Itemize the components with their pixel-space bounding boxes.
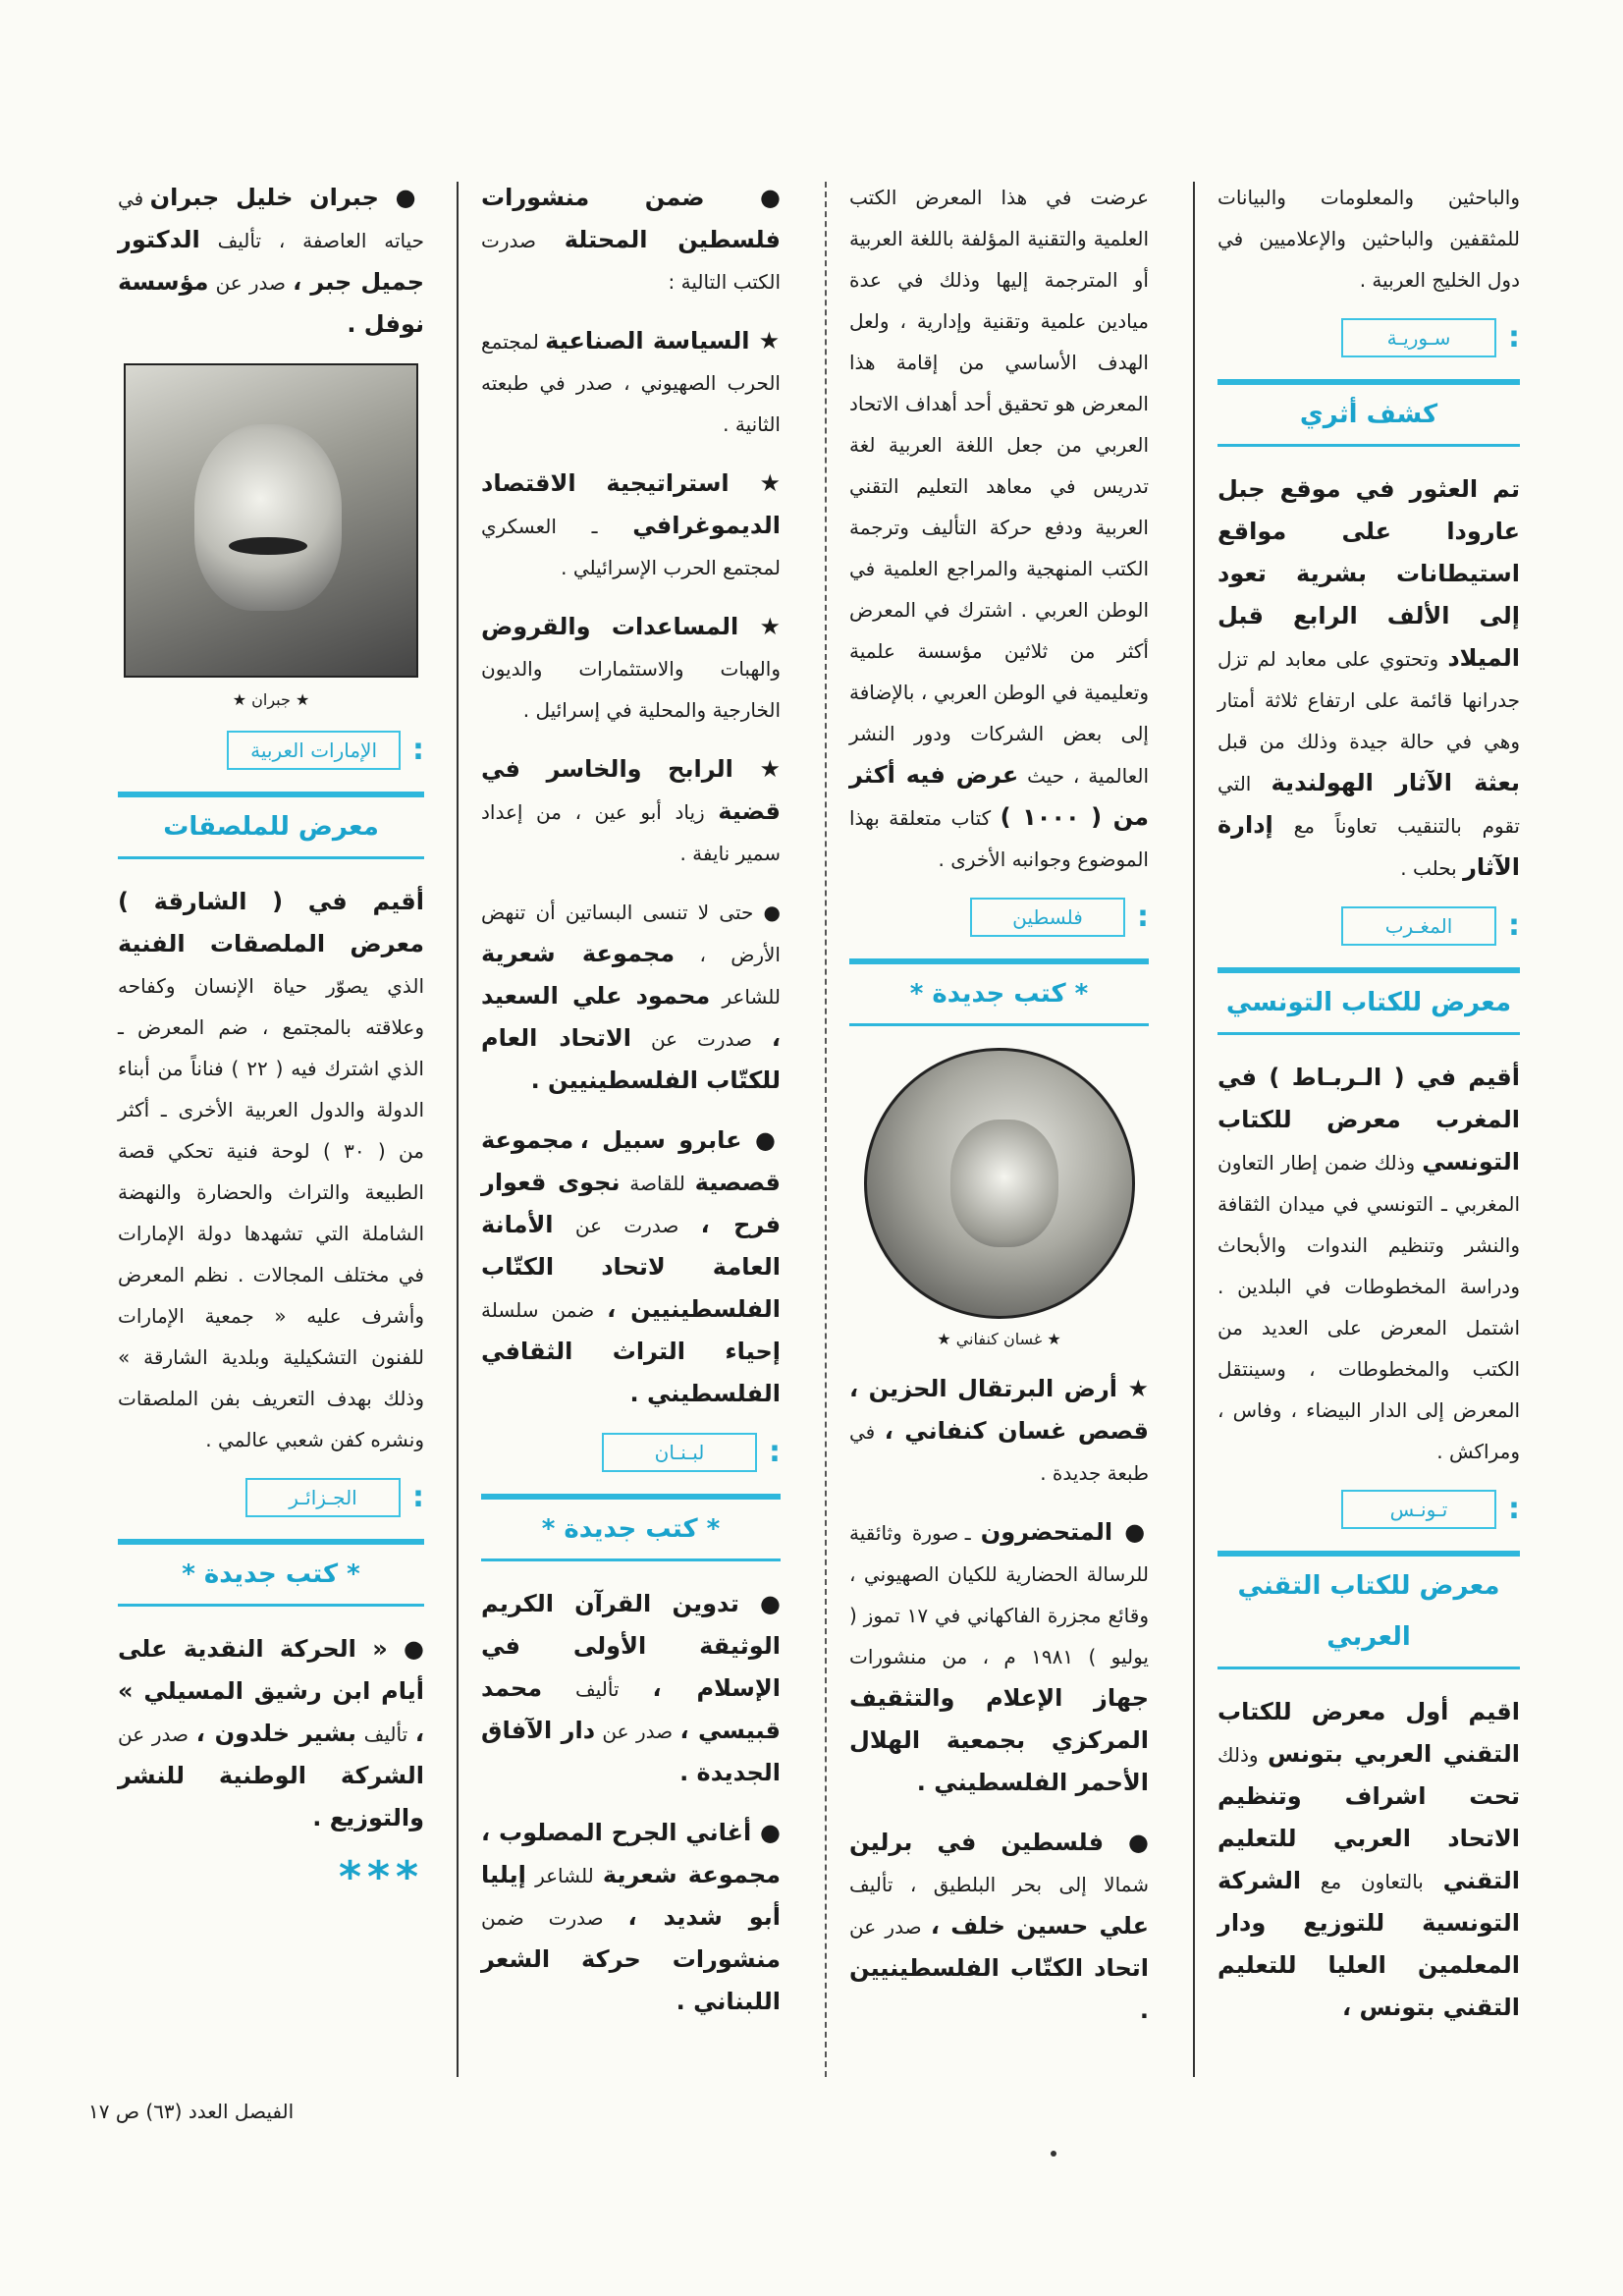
- bold-text: إدارة الآثار: [1217, 811, 1520, 881]
- head-shape: [194, 424, 342, 611]
- section-tag-tunisia: [1217, 1490, 1520, 1529]
- body-text: بحلب .: [1400, 856, 1457, 880]
- mustache-shape: [229, 537, 307, 555]
- bold-text: بعثة الآثار الهولندية: [1271, 769, 1520, 796]
- image-caption: ★ جبران ★: [232, 690, 310, 709]
- bold-text: ★ أرض البرتقال الحزين ، قصص غسان كنفاني ،: [849, 1375, 1150, 1445]
- body-text: صدر عن: [602, 1720, 674, 1743]
- book-item: [481, 892, 781, 1102]
- body-text: وتحتوي على معابد لم تزل جدرانها قائمة على ارتفاع ثلاثة أمتار وهي في حالة جيدة وذلك من قبل: [1217, 647, 1520, 753]
- body-text: في حياته العاصفة ، تأليف: [118, 187, 425, 252]
- section-tag-lebanon: [481, 1433, 781, 1472]
- bold-text: محمد قبيسي ،: [481, 1674, 782, 1744]
- body-text: تأليف: [363, 1722, 408, 1746]
- column-1: [1217, 177, 1520, 2047]
- bold-text: اتحاد الكتّاب الفلسطينيين .: [849, 1954, 1149, 2024]
- book-item: [481, 1583, 781, 1794]
- bold-text: اقيم أول معرض للكتاب التقني العربي بتونس: [1217, 1698, 1520, 1768]
- body-text: تأليف: [575, 1677, 620, 1701]
- body-text: في طبعة جديدة .: [849, 1420, 1149, 1485]
- bold-text: بشير خلدون ،: [195, 1720, 356, 1747]
- book-item: [849, 1368, 1149, 1494]
- column-divider: [1193, 182, 1195, 2077]
- bold-text: الشركة التونسية للتوزيع ودار المعلمين العليا للتعليم التقني بتونس ،: [1217, 1867, 1520, 2021]
- image-caption: ★ غسان كنفاني ★: [937, 1330, 1061, 1348]
- body-text: للقاصة: [629, 1172, 685, 1195]
- bold-text: منشورات حركة الشعر اللبناني .: [481, 1945, 781, 2015]
- bold-text: تحت اشراف وتنظيم الاتحاد العربي للتعليم التقني: [1217, 1782, 1521, 1894]
- column-3: [481, 177, 781, 2041]
- tag-marker-icon: :: [1508, 320, 1520, 355]
- book-item: [481, 606, 781, 731]
- bold-text: نجوى قعوار فرح ،: [481, 1169, 782, 1238]
- section-tag-uae: [118, 731, 424, 770]
- tag-marker-icon: :: [1137, 900, 1149, 934]
- body-text: صدرت عن: [574, 1214, 679, 1237]
- stray-dot: [1051, 2151, 1056, 2157]
- bold-text: تم العثور في موقع جبل عارودا على مواقع استيطانات بشرية تعود إلى الألف الرابع قبل الميلاد: [1217, 475, 1521, 672]
- book-item: [481, 748, 781, 874]
- bold-text: الأمانة العامة لاتحاد الكتّاب الفلسطينيين ،: [481, 1211, 781, 1323]
- bold-text: ● فلسطين في برلين: [849, 1829, 1149, 1856]
- book-item: [481, 1812, 781, 2023]
- section-tag-palestine: [849, 898, 1149, 937]
- bold-text: إيليا أبو شديد ،: [481, 1861, 782, 1931]
- body-text: وذلك: [1217, 1743, 1259, 1767]
- body-text: صدرت عن: [650, 1027, 752, 1051]
- bold-text: ● تدوين القرآن الكريم الوثيقة الأولى في الإسلام ،: [481, 1590, 781, 1702]
- tag-label: سـوريـة: [1341, 318, 1496, 357]
- bold-text: علي حسين خلف ،: [930, 1912, 1149, 1940]
- portrait-gibran: [124, 363, 418, 678]
- portrait-kanafani: [864, 1048, 1135, 1319]
- book-item: [849, 1822, 1149, 2032]
- bold-text: مؤسسة نوفل .: [118, 268, 424, 338]
- body-text: صدرت ضمن: [481, 1906, 604, 1930]
- bold-text: ★ الرابح والخاسر في قضية: [481, 755, 781, 825]
- bold-text: ● أغاني الجرح المصلوب ، مجموعة شعرية: [481, 1819, 782, 1888]
- bold-text: ● « الحركة النقدية على أيام ابن رشيق المسيلي » ،: [118, 1635, 425, 1747]
- article-posters: [118, 881, 424, 1460]
- book-item: [481, 463, 781, 588]
- body-text: كتاب متعلقة بهذا الموضوع وجوانبه الأخرى .: [849, 806, 1149, 871]
- tag-label: فلسطين: [970, 898, 1125, 937]
- section-tag-syria: [1217, 318, 1520, 357]
- book-item: [481, 1120, 781, 1415]
- column-divider: [457, 182, 459, 2077]
- article-tech-book: [1217, 1691, 1520, 2029]
- body-text: ـ العسكري لمجتمع الحرب الإسرائيلي .: [481, 515, 781, 579]
- section-tag-morocco: [1217, 906, 1520, 946]
- column-2: [849, 177, 1149, 2050]
- tag-marker-icon: :: [412, 733, 424, 767]
- book-item: [118, 177, 424, 346]
- headline-tunis-book: معرض للكتاب التونسي: [1217, 967, 1520, 1035]
- body-text: ضمن سلسلة: [481, 1298, 595, 1322]
- body-text: للشاعر: [722, 985, 781, 1009]
- bold-text: محمود علي السعيد ،: [481, 982, 781, 1052]
- tag-marker-icon: :: [1508, 908, 1520, 943]
- bold-text: ● المتحضرون: [980, 1518, 1150, 1546]
- body-text: بالتعاون مع: [1320, 1870, 1424, 1893]
- body-text: ● حتى لا تنسى البساتين أن تنهض الأرض ،: [481, 901, 781, 966]
- tag-marker-icon: :: [769, 1435, 781, 1469]
- tag-marker-icon: :: [1508, 1492, 1520, 1526]
- bold-text: ★ استراتيجية الاقتصاد الديموغرافي: [481, 469, 781, 539]
- body-text: والهبات والاستثمارات والديون الخارجية والمحلية في إسرائيل .: [481, 657, 781, 722]
- body-text: الذي يصوّر حياة الإنسان وكفاحه وعلاقته بالمجتمع ، ضم المعرض ـ الذي اشترك فيه ( ٢٢ ) فناناً من أبناء الدولة والدول العربية الأخرى ـ أكثر من ( ٣٠ ) لوحة فنية تحكي قصة الطبيعة والتراث والحضارة والنهضة الشاملة التي تشهدها دولة الإمارات في مختلف المجالات . نظم المعرض وأشرف عليه « جمعية الإمارات للفنون التشكيلية وبلدية الشارقة » وذلك بهدف التعريف بفن الملصقات ونشره كفن شعبي عالمي .: [118, 974, 424, 1451]
- book-item: [118, 1628, 424, 1839]
- bold-text: مجموعة قصصية: [481, 1126, 782, 1196]
- headline-tech-book: معرض للكتاب التقني العربي: [1217, 1551, 1520, 1669]
- column-4: [118, 177, 425, 1902]
- body-text: ـ صورة وثائقية للرسالة الحضارية للكيان الصهيوني ، وقائع مجزرة الفاكهاني في ١٧ تموز ( يوليو ) ١٩٨١ م ، من منشورات: [849, 1521, 1149, 1668]
- article-tunis-book: [1217, 1057, 1520, 1472]
- body-text: لمجتمع الحرب الصهيوني ، صدر في طبعته الثانية .: [481, 330, 781, 436]
- tag-marker-icon: :: [412, 1480, 424, 1514]
- tag-label: الإمارات العربية: [227, 731, 401, 770]
- bold-text: الاتحاد العام للكتّاب الفلسطينيين .: [481, 1024, 781, 1094]
- book-item: [481, 320, 781, 445]
- bold-text: جهاز الإعلام والتثقيف المركزي بجمعية الهلال الأحمر الفلسطيني .: [849, 1684, 1149, 1796]
- headline-new-books: * كتب جديدة *: [481, 1494, 781, 1561]
- article-tech-continued: [849, 177, 1149, 880]
- bold-text: دار الآفاق الجديدة .: [481, 1717, 781, 1786]
- bold-text: ● عابرو سبيل ،: [579, 1126, 781, 1154]
- bold-text: أقيم في ( الشارقة ) معرض الملصقات الفنية: [118, 888, 424, 957]
- page-footer: الفيصل العدد (٦٣) ص ١٧: [88, 2100, 295, 2123]
- book-item: [849, 1511, 1149, 1804]
- bold-text: ● ضمن منشورات فلسطين المحتلة: [481, 184, 781, 253]
- bold-text: ★ السياسة الصناعية: [545, 327, 781, 355]
- body-text: صدرت الكتب التالية :: [481, 229, 781, 294]
- body-text: شمالا إلى بحر البلطيق ، تأليف: [849, 1873, 1149, 1896]
- tag-label: المغـرب: [1341, 906, 1496, 946]
- bold-text: مجموعة شعرية: [481, 940, 676, 967]
- body-text: للشاعر: [535, 1864, 594, 1887]
- intro-text: والباحثين والمعلومات والبيانات للمثقفين والباحثين والإعلاميين في دول الخليج العربية .: [1217, 186, 1520, 292]
- body-text: صدر عن: [849, 1915, 922, 1939]
- body-text: زياد أبو عين ، من إعداد سمير نايفة .: [481, 800, 781, 865]
- headline-new-books: * كتب جديدة *: [118, 1539, 424, 1607]
- body-text: صدر عن: [118, 1722, 189, 1746]
- book-intro: [481, 177, 781, 302]
- article-kashf: [1217, 468, 1520, 889]
- tag-label: تـونـس: [1341, 1490, 1496, 1529]
- section-tag-algeria: [118, 1478, 424, 1517]
- end-stars: ***: [338, 1852, 424, 1902]
- bold-text: الشركة الوطنية للنشر والتوزيع .: [118, 1762, 424, 1831]
- face-shape: [950, 1120, 1058, 1247]
- headline-new-books: * كتب جديدة *: [849, 958, 1149, 1026]
- headline-posters: معرض للملصقات: [118, 792, 424, 859]
- body-text: التي تقوم بالتنقيب تعاوناً مع: [1217, 772, 1520, 838]
- bold-text: ● جبران خليل جبران: [149, 184, 424, 211]
- bold-text: أقيم في ( الـربـاط ) في المغرب معرض للكتاب التونسي: [1217, 1064, 1520, 1175]
- column-divider: [825, 182, 827, 2077]
- body-text: صدر عن: [215, 271, 286, 295]
- body-text: عرضت في هذا المعرض الكتب العلمية والتقنية المؤلفة باللغة العربية أو المترجمة إليها وذلك في عدة ميادين علمية وتقنية وإدارية ، ولعل الهدف الأساسي من إقامة هذا المعرض هو تحقيق أحد أهداف الاتحاد العربي من جعل اللغة العربية لغة تدريس في معاهد التعليم التقني العربية ودفع حركة التأليف وترجمة الكتب المنهجية والمراجع العلمية في الوطن العربي . اشترك في المعرض أكثر من ثلاثين مؤسسة علمية وتعليمية في الوطن العربي ، بالإضافة إلى بعض الشركات ودور النشر العالمية ، حيث: [849, 186, 1150, 788]
- tag-label: لبـنـان: [602, 1433, 757, 1472]
- bold-text: الدكتور جميل جبر ،: [118, 226, 424, 296]
- bold-text: ★ المساعدات والقروض: [481, 613, 781, 640]
- body-text: وذلك ضمن إطار التعاون المغربي ـ التونسي في ميدان الثقافة والنشر وتنظيم الندوات والأبحاث ودراسة المخطوطات في البلدين . اشتمل المعرض على العديد من الكتب والمخطوطات ، وسينتقل المعرض إلى الدار البيضاء ، وفاس ، ومراكش .: [1217, 1151, 1520, 1463]
- bold-text: عرض فيه أكثر من ( ١٠٠٠ ): [849, 761, 1150, 831]
- bold-text: إحياء التراث الثقافي الفلسطيني .: [481, 1338, 781, 1407]
- tag-label: الجـزائـر: [245, 1478, 401, 1517]
- headline-kashf: كشف أثري: [1217, 379, 1520, 447]
